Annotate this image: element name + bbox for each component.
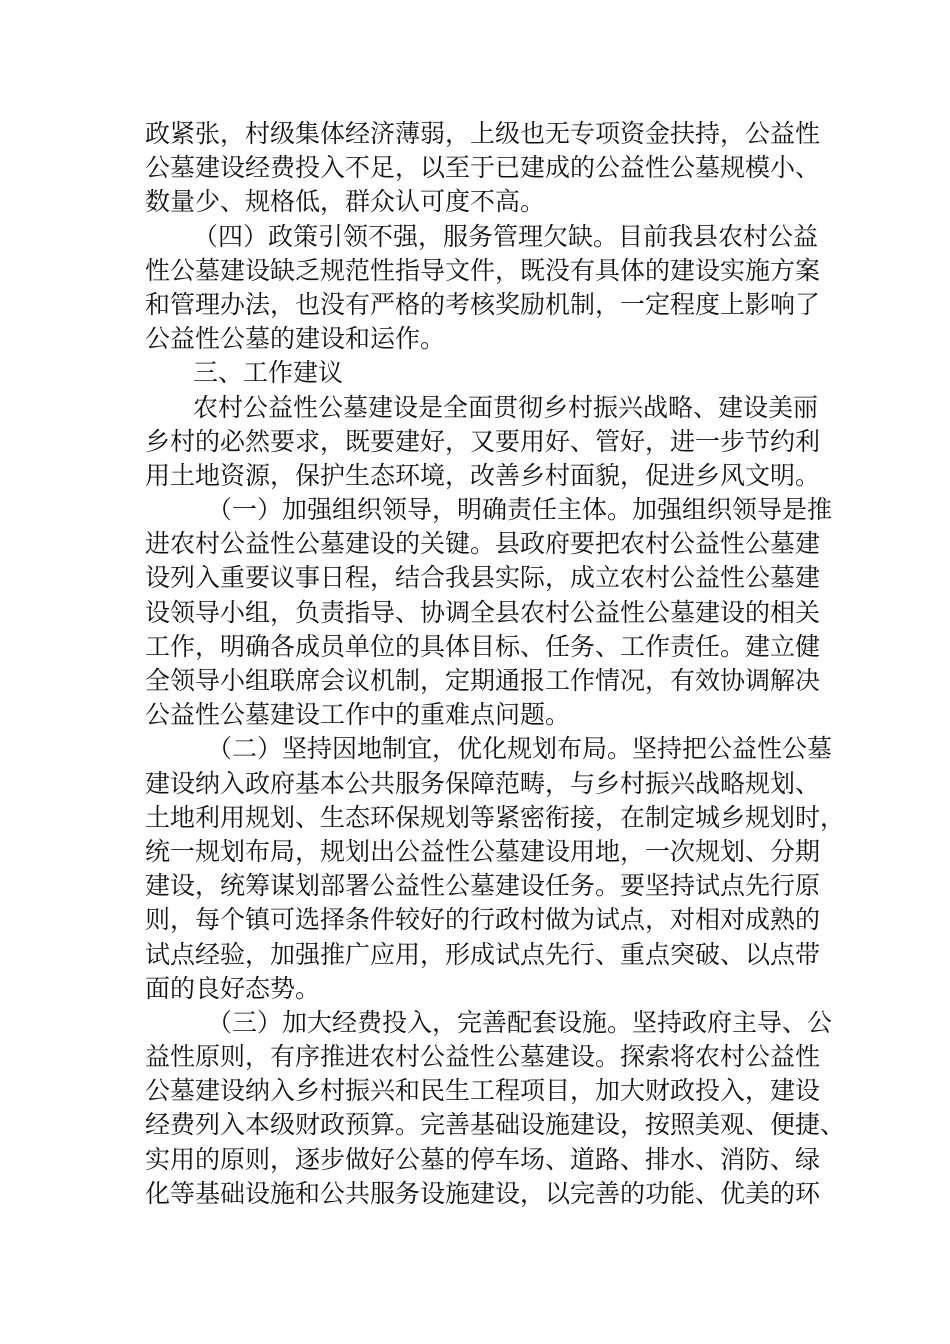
body-line: 进农村公益性公墓建设的关键。县政府要把农村公益性公墓建 — [145, 529, 821, 559]
body-line: 公墓建设纳入乡村振兴和民生工程项目，加大财政投入，建设 — [145, 1076, 821, 1106]
body-line: 面的良好态势。 — [145, 973, 321, 1003]
body-line: 全领导小组联席会议机制，定期通报工作情况，有效协调解决 — [145, 666, 821, 695]
section-heading-3: （三）加大经费投入，完善配套设施。坚持政府主导、公 — [207, 1007, 833, 1037]
body-line: 建设纳入政府基本公共服务保障范畴，与乡村振兴战略规划、 — [145, 768, 821, 798]
body-line: 经费列入本级财政预算。完善基础设施建设，按照美观、便捷、 — [145, 1110, 846, 1140]
chapter-heading: 三、工作建议 — [193, 358, 344, 388]
body-line: 公益性公墓建设工作中的重难点问题。 — [145, 700, 571, 730]
body-line: 试点经验，加强推广应用，形成试点先行、重点突破、以点带 — [145, 939, 821, 969]
section-heading-2: （二）坚持因地制宜，优化规划布局。坚持把公益性公墓 — [207, 734, 833, 764]
body-line: 设领导小组，负责指导、协调全县农村公益性公墓建设的相关 — [145, 597, 821, 627]
body-line: 建设，统筹谋划部署公益性公墓建设任务。要坚持试点先行原 — [145, 871, 821, 901]
body-line: 设列入重要议事日程，结合我县实际，成立农村公益性公墓建 — [145, 563, 821, 593]
body-line: 性公墓建设缺乏规范性指导文件，既没有具体的建设实施方案 — [145, 255, 821, 285]
body-line: 数量少、规格低，群众认可度不高。 — [145, 187, 546, 217]
body-line: 乡村的必然要求，既要建好，又要用好、管好，进一步节约利 — [145, 426, 821, 456]
body-line: 和管理办法，也没有严格的考核奖励机制，一定程度上影响了 — [145, 289, 821, 319]
body-line: 用土地资源，保护生态环境，改善乡村面貌，促进乡风文明。 — [145, 460, 821, 490]
document-body — [145, 117, 846, 1211]
body-line: 公墓建设经费投入不足，以至于已建成的公益性公墓规模小、 — [145, 153, 821, 183]
body-line: 实用的原则，逐步做好公墓的停车场、道路、排水、消防、绿 — [145, 1144, 821, 1174]
body-line: 公益性公墓的建设和运作。 — [145, 324, 446, 354]
body-line: 农村公益性公墓建设是全面贯彻乡村振兴战略、建设美丽 — [193, 392, 819, 422]
body-line: 益性原则，有序推进农村公益性公墓建设。探索将农村公益性 — [145, 1042, 821, 1072]
section-heading-4: （四）政策引领不强，服务管理欠缺。目前我县农村公益 — [193, 221, 819, 251]
body-line: 则，每个镇可选择条件较好的行政村做为试点，对相对成熟的 — [145, 905, 821, 935]
section-heading-1: （一）加强组织领导，明确责任主体。加强组织领导是推 — [207, 495, 833, 525]
body-line: 工作，明确各成员单位的具体目标、任务、工作责任。建立健 — [145, 631, 821, 661]
body-line: 统一规划布局，规划出公益性公墓建设用地，一次规划、分期 — [145, 836, 821, 866]
body-line: 化等基础设施和公共服务设施建设，以完善的功能、优美的环 — [145, 1178, 821, 1208]
body-line: 土地利用规划、生态环保规划等紧密衔接，在制定城乡规划时， — [145, 802, 846, 832]
body-line: 政紧张，村级集体经济薄弱，上级也无专项资金扶持，公益性 — [145, 119, 821, 148]
